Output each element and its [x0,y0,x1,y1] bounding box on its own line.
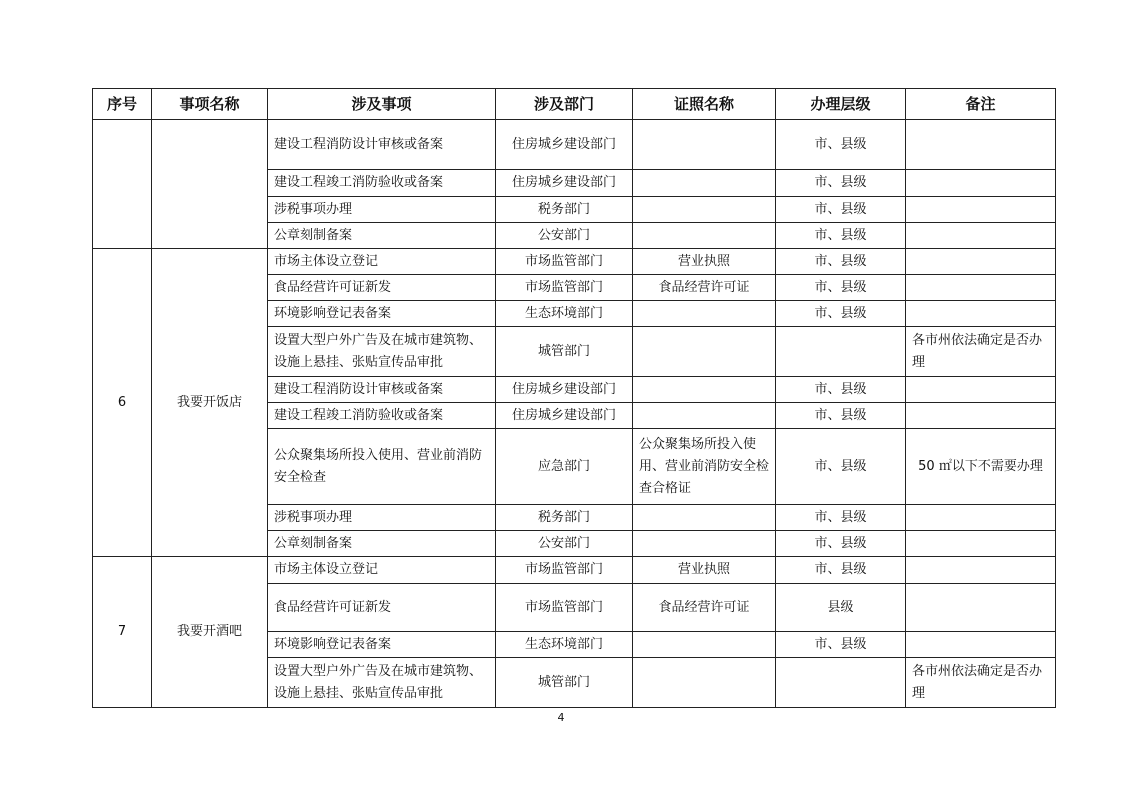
header-cert: 证照名称 [633,89,776,120]
cert-cell: 营业执照 [633,557,776,584]
remark-cell [906,301,1056,327]
item-cell: 涉税事项办理 [268,197,496,223]
table-row [93,557,1056,584]
level-cell: 市、县级 [776,403,906,429]
dept-cell: 住房城乡建设部门 [496,170,633,197]
item-cell: 建设工程竣工消防验收或备案 [268,403,496,429]
table-row [93,120,1056,170]
dept-cell: 税务部门 [496,505,633,531]
header-row [93,89,1056,120]
item-cell: 涉税事项办理 [268,505,496,531]
remark-cell: 各市州依法确定是否办理 [906,327,1056,377]
dept-cell: 公安部门 [496,223,633,249]
remark-cell [906,223,1056,249]
level-cell: 市、县级 [776,429,906,505]
level-cell: 市、县级 [776,223,906,249]
remark-cell [906,377,1056,403]
header-name: 事项名称 [152,89,268,120]
level-cell: 市、县级 [776,120,906,170]
cert-cell [633,531,776,557]
table-row [93,249,1056,275]
remark-cell [906,249,1056,275]
level-cell [776,327,906,377]
services-table [92,88,1056,708]
cert-cell [633,403,776,429]
item-cell: 市场主体设立登记 [268,249,496,275]
cert-cell [633,505,776,531]
remark-cell: 各市州依法确定是否办理 [906,658,1056,708]
header-items: 涉及事项 [268,89,496,120]
dept-cell: 生态环境部门 [496,632,633,658]
item-cell: 环境影响登记表备案 [268,632,496,658]
cert-cell [633,301,776,327]
remark-cell [906,170,1056,197]
level-cell: 市、县级 [776,170,906,197]
level-cell: 市、县级 [776,377,906,403]
remark-cell [906,197,1056,223]
cert-cell: 食品经营许可证 [633,275,776,301]
cert-cell: 营业执照 [633,249,776,275]
item-cell: 设置大型户外广告及在城市建筑物、设施上悬挂、张贴宣传品审批 [268,658,496,708]
cert-cell [633,197,776,223]
page-number: 4 [557,711,565,724]
cert-cell [633,327,776,377]
cert-cell [633,170,776,197]
level-cell: 市、县级 [776,632,906,658]
level-cell: 市、县级 [776,301,906,327]
dept-cell: 市场监管部门 [496,275,633,301]
dept-cell: 应急部门 [496,429,633,505]
dept-cell: 城管部门 [496,658,633,708]
seq-cell: 7 [93,557,152,708]
header-remark: 备注 [906,89,1056,120]
dept-cell: 市场监管部门 [496,584,633,632]
item-cell: 食品经营许可证新发 [268,275,496,301]
dept-cell: 生态环境部门 [496,301,633,327]
header-level: 办理层级 [776,89,906,120]
item-cell: 市场主体设立登记 [268,557,496,584]
cert-cell [633,120,776,170]
dept-cell: 城管部门 [496,327,633,377]
level-cell: 市、县级 [776,531,906,557]
dept-cell: 住房城乡建设部门 [496,377,633,403]
cert-cell: 公众聚集场所投入使用、营业前消防安全检查合格证 [633,429,776,505]
remark-cell [906,632,1056,658]
remark-cell [906,584,1056,632]
dept-cell: 公安部门 [496,531,633,557]
remark-cell [906,120,1056,170]
level-cell: 市、县级 [776,505,906,531]
level-cell: 市、县级 [776,197,906,223]
item-cell: 建设工程竣工消防验收或备案 [268,170,496,197]
service-name-cell: 我要开饭店 [152,249,268,557]
item-cell: 公章刻制备案 [268,531,496,557]
cert-cell: 食品经营许可证 [633,584,776,632]
remark-cell [906,505,1056,531]
dept-cell: 市场监管部门 [496,249,633,275]
header-seq: 序号 [93,89,152,120]
remark-cell [906,403,1056,429]
remark-cell [906,275,1056,301]
item-cell: 环境影响登记表备案 [268,301,496,327]
item-cell: 食品经营许可证新发 [268,584,496,632]
dept-cell: 税务部门 [496,197,633,223]
cert-cell [633,377,776,403]
seq-cell-empty [93,120,152,249]
item-cell: 设置大型户外广告及在城市建筑物、设施上悬挂、张贴宣传品审批 [268,327,496,377]
cert-cell [633,632,776,658]
level-cell: 市、县级 [776,275,906,301]
level-cell: 市、县级 [776,557,906,584]
level-cell: 县级 [776,584,906,632]
seq-cell: 6 [93,249,152,557]
header-dept: 涉及部门 [496,89,633,120]
dept-cell: 市场监管部门 [496,557,633,584]
remark-cell: 50 ㎡以下不需要办理 [906,429,1056,505]
dept-cell: 住房城乡建设部门 [496,403,633,429]
dept-cell: 住房城乡建设部门 [496,120,633,170]
service-name-cell: 我要开酒吧 [152,557,268,708]
remark-cell [906,557,1056,584]
item-cell: 公众聚集场所投入使用、营业前消防安全检查 [268,429,496,505]
item-cell: 建设工程消防设计审核或备案 [268,120,496,170]
level-cell: 市、县级 [776,249,906,275]
item-cell: 建设工程消防设计审核或备案 [268,377,496,403]
remark-cell [906,531,1056,557]
name-cell-empty [152,120,268,249]
item-cell: 公章刻制备案 [268,223,496,249]
cert-cell [633,658,776,708]
cert-cell [633,223,776,249]
level-cell [776,658,906,708]
